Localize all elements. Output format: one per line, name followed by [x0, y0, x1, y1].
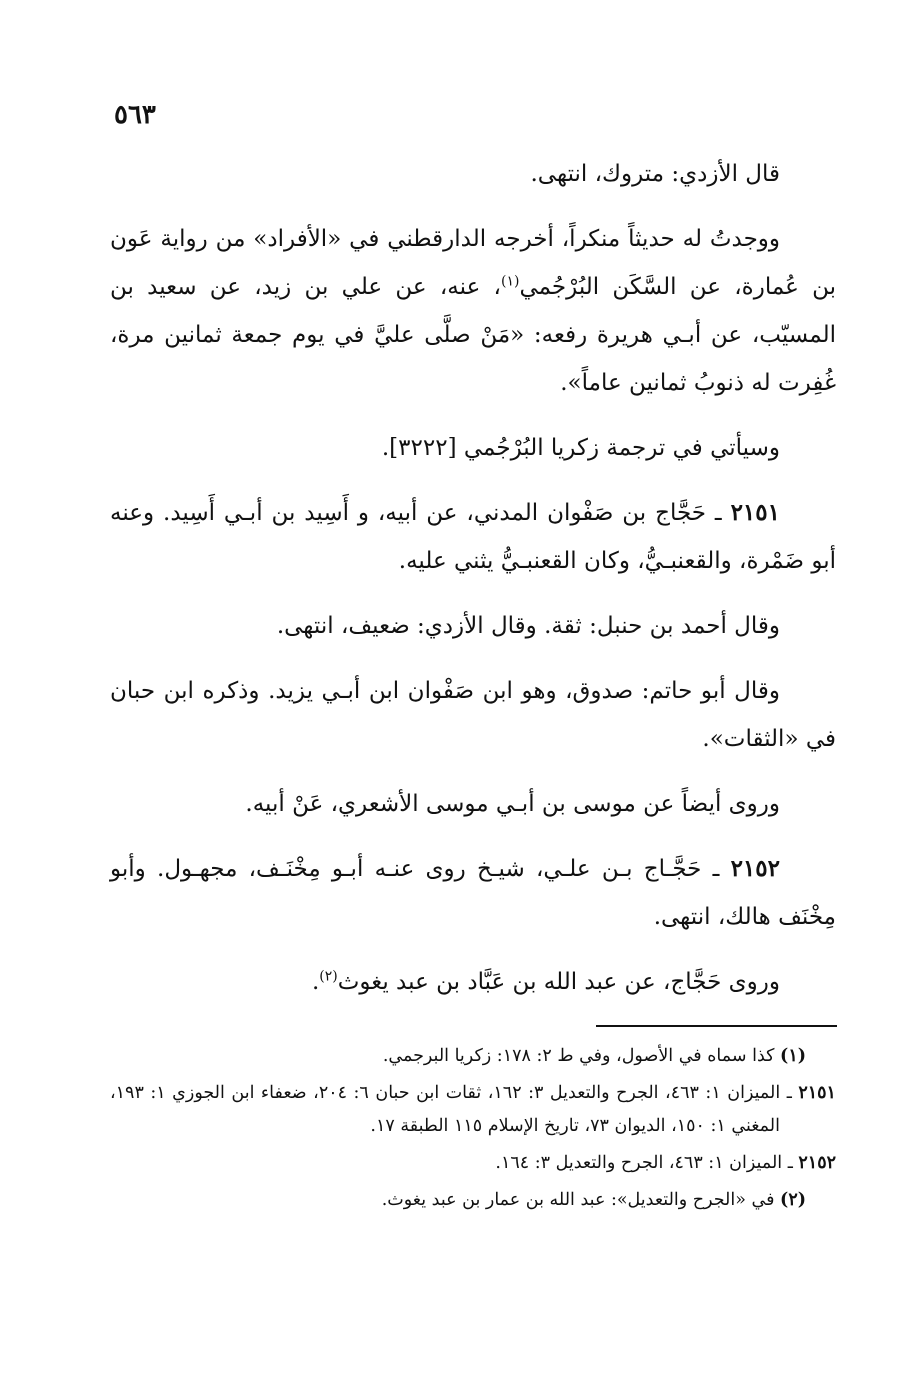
paragraph-ahmad-thiqa: وقال أحمد بن حنبل: ثقة. وقال الأزدي: ضعيف، انتهى. [276, 613, 780, 639]
source-note-2151: ٢١٥١ ـ الميزان ١: ٤٦٣، الجرح والتعديل ٣: ١٦٢، ثقات ابن حبان ٦: ٢٠٤، ضعفاء ابن الجوزي ١: ١٩٣، المغني ١: ١٥٠، الديوان ٧٣، تاريخ الإسلام ١١٥ الطبقة ١٧. [110, 1083, 836, 1136]
paragraph-hadith-munkar: ووجدتُ له حديثاً منكراً، أخرجه الدارقطني في «الأفراد» من رواية عَون بن عُمارة، عن السَّكَن البُرْجُمي$^{(١)}$، عنه، عن علي بن زيد، عن سعيد بن المسيّب، عن أبـي هريرة رفعه: «مَنْ صلَّى عليَّ في يوم جمعة ثمانين مرة، غُفِرت له ذنوبُ ثمانين عاماً». [110, 226, 836, 396]
footnote-ref-1[interactable]: (١) [500, 273, 520, 290]
paragraph-cross-reference: وسيأتي في ترجمة زكريا البُرْجُمي [٣٢٢٢]. [381, 435, 780, 461]
paragraph-rawa-hajjaj: وروى حَجَّاج، عن عبد الله بن عَبَّاد بن عبد يغوث$^{(٢)}$. [311, 968, 780, 995]
footnotes [110, 1040, 836, 1221]
footnote-separator [596, 1025, 837, 1027]
paragraph-rawa-aydan: وروى أيضاً عن موسى بن أبـي موسى الأشعري، عَنْ أبيه. [245, 791, 780, 817]
footnote-ref-2[interactable]: (٢) [319, 968, 338, 985]
entry-number: ٢١٥١ [730, 499, 780, 526]
entry-2152: ٢١٥٢ ـ حَجَّـاج بـن علـي، شيـخ روى عنـه أبـو مِخْنَـف، مجهـول. وأبو مِخْنَف هالك، انتهى. [110, 855, 836, 930]
entry-number: ٢١٥٢ [730, 855, 780, 882]
main-text [110, 150, 836, 1023]
footnote-1: (١) كذا سماه في الأصول، وفي ط ٢: ١٧٨: زكريا البرجمي. [382, 1046, 806, 1066]
page-number: ٥٦٣ [114, 100, 156, 130]
paragraph-abu-hatim: وقال أبو حاتم: صدوق، وهو ابن صَفْوان ابن أبـي يزيد. وذكره ابن حبان في «الثقات». [110, 678, 836, 752]
entry-2151: ٢١٥١ ـ حَجَّاج بن صَفْوان المدني، عن أبيه، و أَسِيد بن أبـي أَسِيد. وعنه أبو ضَمْرة، والقعنبـيُّ، وكان القعنبـيُّ يثني عليه. [110, 499, 836, 574]
source-note-2152: ٢١٥٢ ـ الميزان ١: ٤٦٣، الجرح والتعديل ٣: ١٦٤. [495, 1153, 836, 1173]
footnote-2: (٢) في «الجرح والتعديل»: عبد الله بن عمار بن عبد يغوث. [381, 1190, 806, 1210]
paragraph-azdi-matruk: قال الأزدي: متروك، انتهى. [530, 161, 780, 187]
